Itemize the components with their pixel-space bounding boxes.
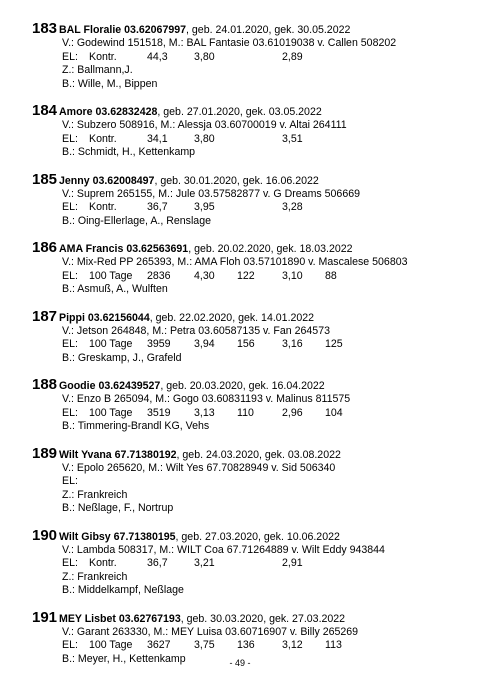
performance-label: EL: [62,475,78,487]
entry-header [32,307,472,325]
owner-line: B.: Greskamp, J., Grafeld [62,351,182,364]
entry-header [32,378,472,393]
performance-cell: 36,7 [147,201,168,213]
entry-number: 186 [32,239,58,256]
parents-line: V.: Epolo 265620, M.: Wilt Yes 67.70828949 v. Sid 506340 [62,461,336,474]
performance-line [32,270,472,284]
performance-label: EL: [62,639,78,651]
owner-line: B.: Timmering-Brandl KG, Vehs [62,420,210,432]
performance-cell: 3,13 [194,406,215,419]
performance-cell: 36,7 [147,557,168,569]
parents-line: V.: Mix-Red PP 265393, M.: AMA Floh 03.57101890 v. Mascalese 506803 [62,256,408,268]
registration-number: 03.62156044 [87,311,150,324]
performance-cell: 156 [237,338,255,350]
performance-line [32,639,472,653]
performance-cell: 3,95 [194,201,215,213]
animal-name: Amore [59,106,93,118]
entry-dates: , geb. 24.01.2020, gek. 30.05.2022 [186,24,351,36]
performance-cell: 3,75 [194,639,215,651]
page-number: - 49 - [229,658,251,668]
performance-line [32,133,472,147]
parents-line: V.: Lambda 508317, M.: WILT Coa 67.71264889 v. Wilt Eddy 943844 [62,543,385,556]
performance-cell: 34,1 [147,132,168,145]
entry-header [32,444,472,462]
owner-line: B.: Oing-Ellerlage, A., Renslage [62,214,211,227]
breeder-line: Z.: Frankreich [62,488,128,501]
owner-line: B.: Middelkampf, Neßlage [62,584,184,596]
performance-line [32,51,472,65]
animal-name: Jenny [59,174,90,187]
performance-line [32,475,472,489]
entry-header [32,22,472,37]
animal-name: Wilt Gibsy [59,530,111,543]
parents-line: V.: Enzo B 265094, M.: Gogo 03.60831193 v. Malinus 811575 [62,393,351,405]
performance-label: EL: [62,201,78,213]
performance-cell: 122 [237,269,255,282]
entry [32,307,472,366]
performance-cell: 3,51 [282,132,303,145]
registration-number: 03.62439527 [98,380,161,392]
performance-line [32,201,472,215]
performance-cell: 3,80 [194,50,215,63]
performance-cell: 3,94 [194,338,215,350]
entry-header [32,526,472,544]
owner-line: B.: Asmuß, A., Wulften [62,283,168,295]
entry [32,378,472,434]
entry-list [32,22,472,679]
performance-cell: Kontr. [89,201,117,213]
entry-number: 184 [32,102,58,119]
animal-name: Goodie [59,380,96,392]
performance-cell: 100 Tage [89,639,133,651]
performance-cell: 2,91 [282,557,303,569]
entry-header [32,241,472,256]
owner-line: B.: Neßlage, F., Nortrup [62,502,174,514]
performance-label: EL: [62,406,78,419]
entry [32,241,472,297]
performance-cell: 3627 [147,639,171,651]
performance-cell: 2,89 [282,50,303,63]
animal-name: MEY Lisbet [59,612,116,625]
entry-dates: , geb. 30.03.2020, gek. 27.03.2022 [180,612,346,625]
performance-cell: 88 [325,269,337,282]
registration-number: 67.71380192 [114,448,177,461]
animal-name: Pippi [59,311,85,324]
performance-cell: 3,21 [194,557,215,569]
registration-number: 67.71380195 [113,530,176,543]
registration-number: 03.62767193 [118,612,181,625]
parents-line: V.: Suprem 265155, M.: Jule 03.57582877 v. G Dreams 506669 [62,187,360,200]
performance-cell: 100 Tage [89,338,133,350]
parents-line: V.: Jetson 264848, M.: Petra 03.60587135 v. Fan 264573 [62,324,330,337]
performance-cell: 3959 [147,338,171,350]
performance-label: EL: [62,132,78,145]
performance-label: EL: [62,338,78,350]
performance-line [32,557,472,571]
entry-dates: , geb. 20.02.2020, gek. 18.03.2022 [188,243,353,255]
animal-name: Wilt Yvana [59,448,112,461]
breeder-line: Z.: Ballmann,J. [62,64,133,76]
entry-number: 191 [32,608,58,626]
parents-line: V.: Subzero 508916, M.: Alessja 03.60700019 v. Altai 264111 [62,119,347,131]
parents-line: V.: Garant 263330, M.: MEY Luisa 03.60716907 v. Billy 265269 [62,625,359,638]
performance-cell: 113 [325,639,342,651]
entry-header [32,608,472,626]
entry [32,104,472,160]
animal-name: AMA Francis [59,243,124,255]
entry [32,170,472,229]
entry-dates: , geb. 24.03.2020, gek. 03.08.2022 [176,448,341,461]
owner-line: B.: Schmidt, H., Kettenkamp [62,146,196,158]
owner-line: B.: Meyer, H., Kettenkamp [62,652,186,665]
performance-cell: 3,80 [194,132,215,145]
performance-cell: Kontr. [89,557,117,569]
performance-cell: 2,96 [282,406,303,419]
performance-label: EL: [62,50,78,63]
entry-number: 185 [32,170,58,188]
performance-cell: 100 Tage [89,269,133,282]
entry [32,444,472,516]
registration-number: 03.62008497 [92,174,155,187]
performance-cell: 2836 [147,269,171,282]
performance-label: EL: [62,557,78,569]
entry-header [32,170,472,188]
registration-number: 03.62563691 [126,243,189,255]
performance-cell: 3519 [147,406,171,419]
performance-line [32,338,472,352]
performance-cell: 100 Tage [89,406,133,419]
entry-dates: , geb. 22.02.2020, gek. 14.01.2022 [149,311,315,324]
performance-cell: 3,12 [282,639,303,651]
registration-number: 03.62067997 [124,24,187,36]
entry-header [32,104,472,119]
animal-name: BAL Floralie [59,24,122,36]
registration-number: 03.62832428 [95,106,158,118]
entry-dates: , geb. 27.01.2020, gek. 03.05.2022 [157,106,322,118]
performance-cell: 136 [237,639,255,651]
performance-label: EL: [62,269,78,282]
entry-number: 188 [32,376,58,393]
entry-dates: , geb. 27.03.2020, gek. 10.06.2022 [175,530,340,543]
entry-number: 187 [32,307,58,325]
performance-cell: 4,30 [194,269,215,282]
performance-cell: 3,16 [282,338,303,350]
breeder-line: Z.: Frankreich [62,570,128,583]
entry [32,526,472,598]
parents-line: V.: Godewind 151518, M.: BAL Fantasie 03.61019038 v. Callen 508202 [62,37,397,49]
entry-number: 189 [32,444,58,462]
performance-cell: 110 [237,406,254,419]
entry-number: 190 [32,526,58,544]
performance-cell: 104 [325,406,343,419]
performance-cell: 44,3 [147,50,168,63]
performance-cell: Kontr. [89,50,117,63]
performance-cell: 3,28 [282,201,303,213]
performance-cell: 125 [325,338,343,350]
performance-cell: 3,10 [282,269,303,282]
performance-cell: Kontr. [89,132,117,145]
entry-dates: , geb. 20.03.2020, gek. 16.04.2022 [160,380,325,392]
entry-dates: , geb. 30.01.2020, gek. 16.06.2022 [154,174,319,187]
performance-line [32,407,472,421]
owner-line: B.: Wille, M., Bippen [62,77,158,90]
entry [32,22,472,91]
entry-number: 183 [32,20,58,37]
